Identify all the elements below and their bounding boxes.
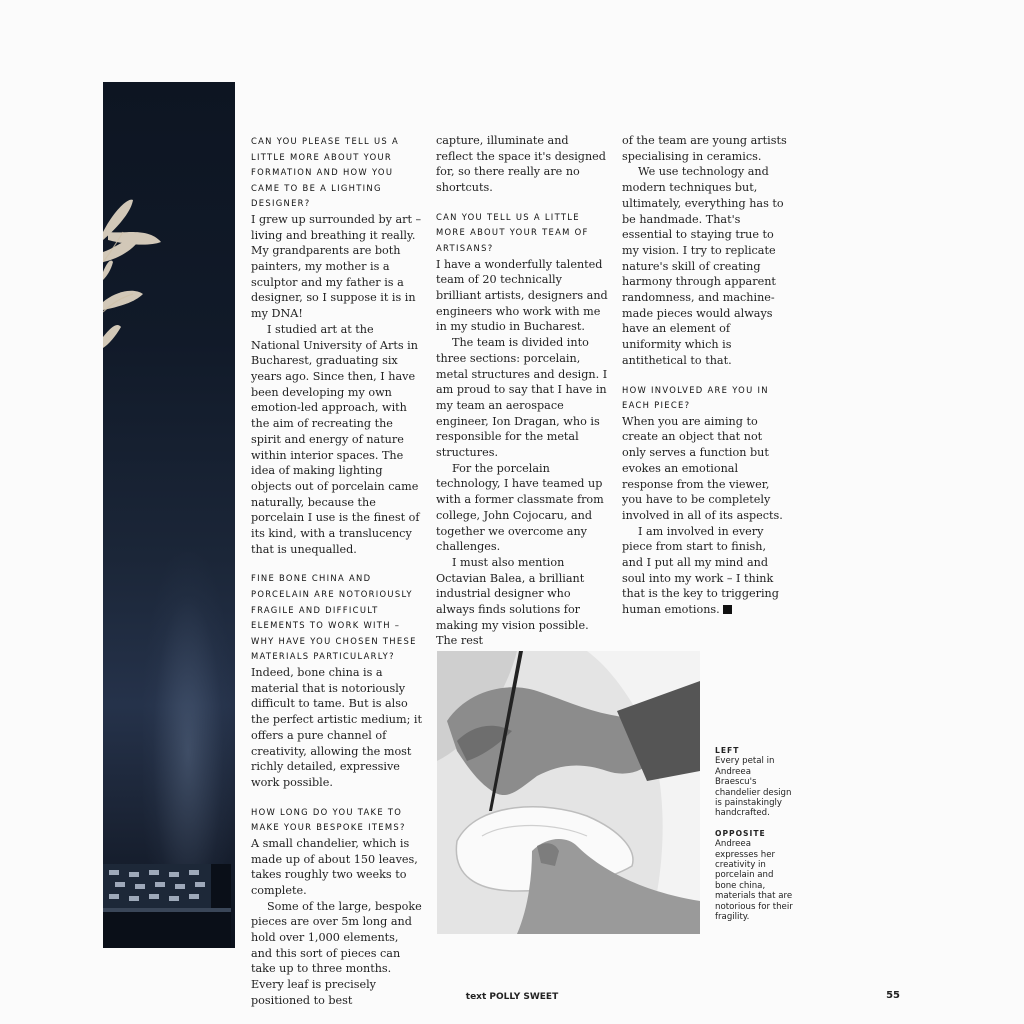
question-heading: HOW INVOLVED ARE YOU IN EACH PIECE? <box>622 384 769 411</box>
text-column-1 <box>251 134 423 1009</box>
question-heading: CAN YOU TELL US A LITTLE MORE ABOUT YOUR TEAM OF ARTISANS? <box>436 211 589 253</box>
answer-paragraph: For the porcelain technology, I have teamed up with a former classmate from college, John Cojocaru, and together we overcome any challenges. <box>436 461 604 554</box>
question-heading: FINE BONE CHINA AND PORCELAIN ARE NOTORIOUSLY FRAGILE AND DIFFICULT ELEMENTS TO WORK WITH – WHY HAVE YOU CHOSEN THESE MATERIALS PARTICULARLY? <box>251 573 417 662</box>
end-mark-icon <box>723 605 732 614</box>
answer-paragraph: The team is divided into three sections: porcelain, metal structures and design. I am proud to say that I have in my team an aerospace engineer, Ion Dragan, who is responsible for the metal structures. <box>436 336 608 460</box>
question-heading: HOW LONG DO YOU TAKE TO MAKE YOUR BESPOKE ITEMS? <box>251 806 406 833</box>
text-column-2 <box>436 133 608 649</box>
text-column-3 <box>622 133 787 618</box>
photo-caption <box>715 746 795 923</box>
answer-paragraph: I have a wonderfully talented team of 20 technically brilliant artists, designers and engineers who work with me in my studio in Bucharest. <box>436 257 608 334</box>
answer-paragraph: When you are aiming to create an object that not only serves a function but evokes an emotional response from the viewer, you have to be completely involved in all of its aspects. <box>622 414 783 522</box>
answer-paragraph: I grew up surrounded by art – living and breathing it really. My grandparents are both painters, my mother is a sculptor and my father is a designer, so I suppose it is in my DNA! <box>251 212 422 321</box>
page-number: 55 <box>886 990 900 1001</box>
author-credit: text POLLY SWEET <box>465 992 559 1002</box>
answer-paragraph: I must also mention Octavian Balea, a brilliant industrial designer who always finds solutions for making my vision possible. The rest <box>436 555 589 648</box>
caption-label-opposite: OPPOSITE <box>715 828 766 838</box>
caption-text-opposite: Andreea expresses her creativity in porcelain and bone china, materials that are notorious for their fragility. <box>715 839 793 923</box>
answer-paragraph: I studied art at the National University of Arts in Bucharest, graduating six years ago. Since then, I have been developing my own emotion-led approach, with the aim of recreating the spirit and energy of nature within interior spaces. The idea of making lighting objects out of porcelain came naturally, because the porcelain I use is the finest of its kind, with a translucency that is unequalled. <box>251 322 420 556</box>
answer-paragraph: of the team are young artists specialising in ceramics. <box>622 134 787 163</box>
answer-paragraph: capture, illuminate and reflect the space it's designed for, so there really are no shortcuts. <box>436 134 606 195</box>
caption-label-left: LEFT <box>715 746 740 755</box>
answer-text: I am involved in every piece from start to finish, and I put all my mind and soul into my work – I think that is the key to triggering human emotions. <box>622 524 779 617</box>
answer-paragraph <box>622 524 787 618</box>
caption-text-left: Every petal in Andreea Braescu's chandelier design is painstakingly handcrafted. <box>715 756 792 819</box>
answer-paragraph: A small chandelier, which is made up of about 150 leaves, takes roughly two weeks to complete. <box>251 836 418 897</box>
answer-paragraph: We use technology and modern techniques but, ultimately, everything has to be handmade. That's essential to staying true to my vision. I try to replicate nature's skill of creating harmony through apparent randomness, and machine-made pieces would always have an element of uniformity which is antithetical to that. <box>622 165 784 367</box>
chandelier-photo <box>103 82 235 948</box>
artisan-photo <box>437 651 700 934</box>
question-heading: CAN YOU PLEASE TELL US A LITTLE MORE ABOUT YOUR FORMATION AND HOW YOU CAME TO BE A LIGHTING DESIGNER? <box>251 136 399 209</box>
answer-paragraph: Some of the large, bespoke pieces are over 5m long and hold over 1,000 elements, and this sort of pieces can take up to three months. Every leaf is precisely positioned to best <box>251 899 422 1007</box>
answer-paragraph: Indeed, bone china is a material that is notoriously difficult to tame. But is also the perfect artistic medium; it offers a pure channel of creativity, allowing the most richly detailed, expressive work possible. <box>251 666 422 789</box>
